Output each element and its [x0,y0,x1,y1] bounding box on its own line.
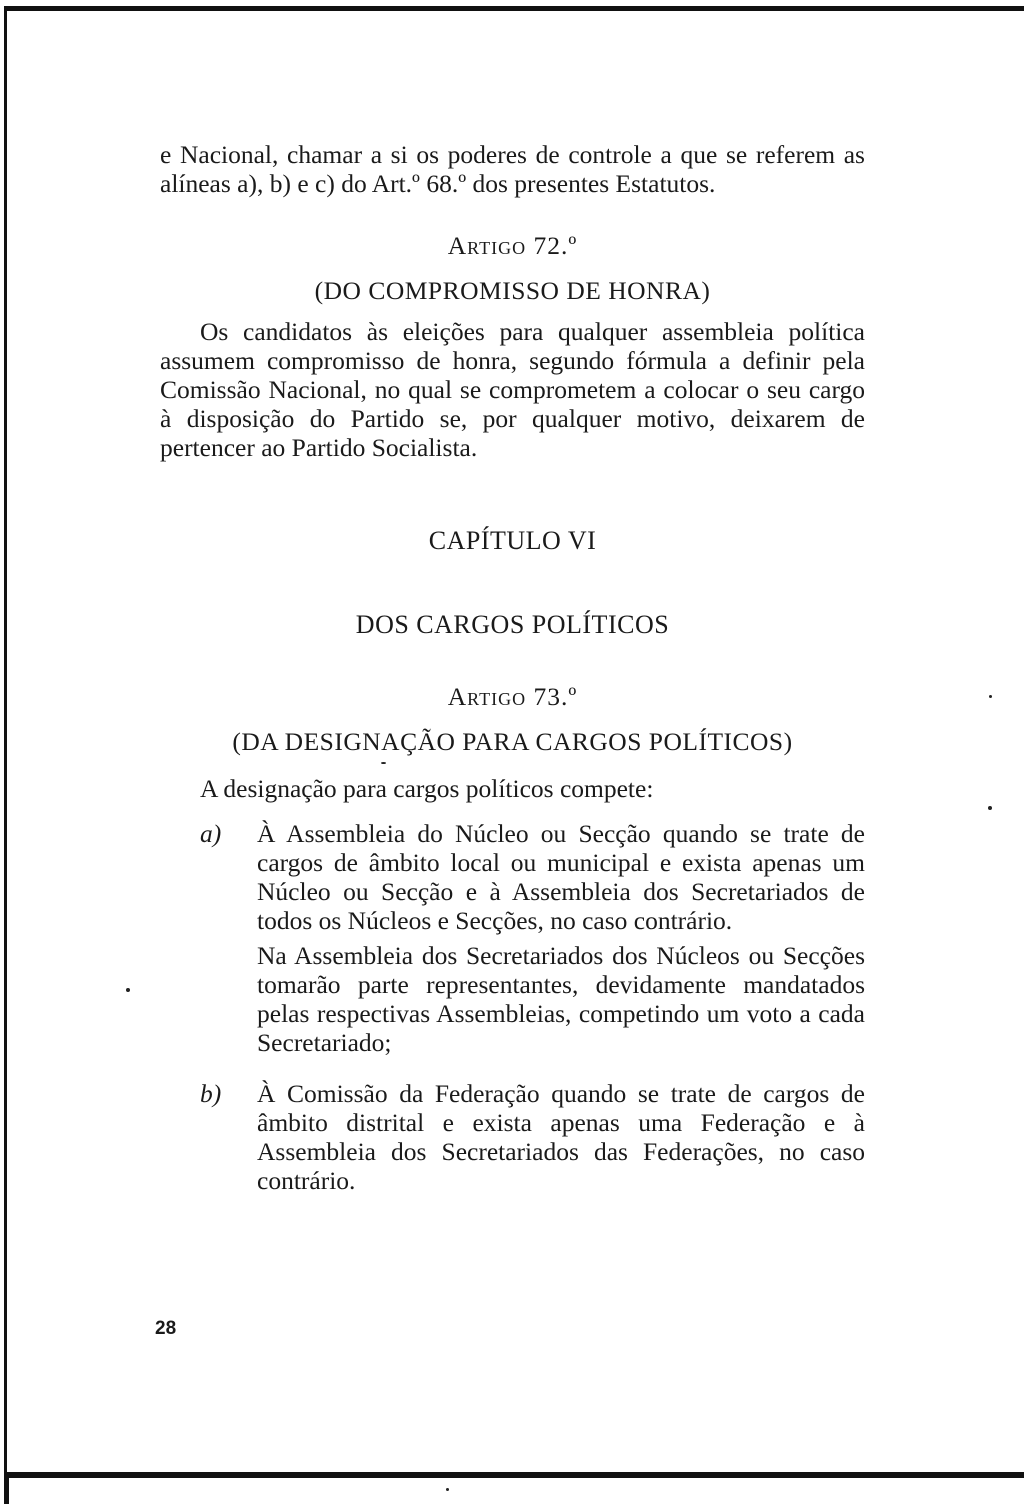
scan-border-bottom [4,1472,1024,1478]
list-item-b-text: À Comissão da Federação quando se trate de cargos de âmbito distrital e exista apenas uma Federação e à Assembleia dos Secretariados das Federações, no caso contrário. [257,1079,865,1195]
article-73-title: (DA DESIGNAÇÃO PARA CARGOS POLÍTICOS) [232,727,793,756]
article-73-number: Artigo 73.º [447,682,578,711]
scan-speck [989,695,992,698]
list-marker-b: b) [200,1079,222,1108]
list-item-a-text: À Assembleia do Núcleo ou Secção quando se trate de cargos de âmbito local ou municipal e exista apenas um Núcleo ou Secção e à Assembleia dos Secretariados de todos os Núcleos e Secções, no caso contrário. [257,819,865,935]
scan-border-corner [4,1478,9,1504]
continuation-paragraph: e Nacional, chamar a si os poderes de controle a que se referem as alíneas a), b) e c) do Art.º 68.º dos presentes Estatutos. [160,140,865,198]
scan-border-top [4,6,1024,11]
page-number: 28 [155,1318,177,1339]
scan-speck [988,806,992,810]
article-72-body: Os candidatos às eleições para qualquer assembleia política assumem compromisso de honra, segundo fórmula a definir pela Comissão Nacional, no qual se comprometem a colocar o seu cargo à disposição do Partido se, por qualquer motivo, deixarem de pertencer ao Partido Socialista. [160,317,865,462]
scan-speck [446,1488,449,1491]
article-72-number: Artigo 72.º [447,231,578,260]
list-item-b [160,1079,865,1195]
document-page [160,140,865,1195]
scan-border-left [4,6,7,1504]
list-marker-a: a) [200,819,222,848]
article-73-intro: A designação para cargos políticos compete: [200,774,654,803]
article-72-title: (DO COMPROMISSO DE HONRA) [314,276,711,305]
chapter-title: DOS CARGOS POLÍTICOS [355,610,670,639]
chapter-number: CAPÍTULO VI [428,526,597,555]
scan-speck [126,988,130,992]
list-item-a-continuation: Na Assembleia dos Secretariados dos Núcleos ou Secções tomarão parte representantes, devidamente mandatados pelas respectivas Assembleias, competindo um voto a cada Secretariado; [257,941,865,1057]
list-item-a [160,819,865,1057]
